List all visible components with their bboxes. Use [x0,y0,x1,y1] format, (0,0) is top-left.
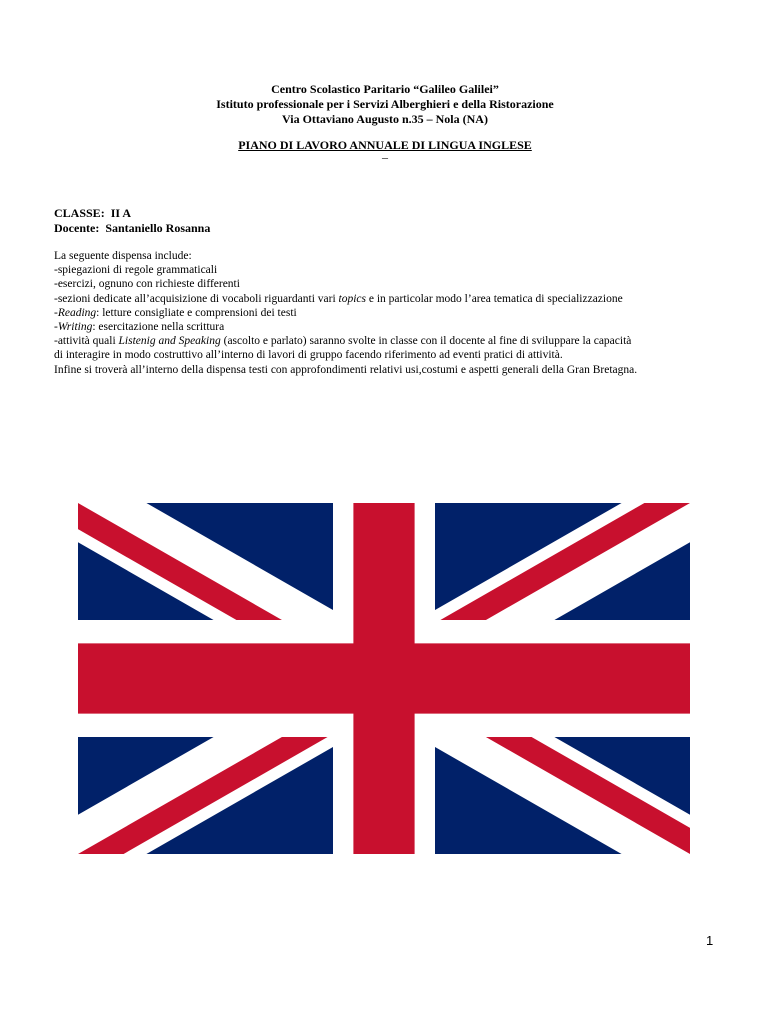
title-dash: – [382,150,388,164]
union-jack-flag [78,503,690,854]
closing-line: Infine si troverà all’interno della dispensa testi con approfondimenti relativi usi,costumi e aspetti generali della Gran Bretagna. [54,363,638,376]
item-text: : letture consigliate e comprensioni dei testi [96,306,297,319]
school-name: Centro Scolastico Paritario “Galileo Galilei” [271,82,499,96]
item-text: -sezioni dedicate all’acquisizione di vocaboli riguardanti vari [54,292,339,305]
classe-value: II A [110,206,132,220]
institute-name: Istituto professionale per i Servizi Alberghieri e della Ristorazione [216,97,554,111]
school-address: Via Ottaviano Augusto n.35 – Nola (NA) [282,112,488,126]
item-emphasis: -Reading [54,306,97,319]
list-item [54,292,724,306]
list-item-continuation: di interagire in modo costruttivo all’interno di lavori di gruppo facendo riferimento ad eventi pratici di attività. [54,349,563,362]
item-text: : esercitazione nella scrittura [92,321,225,334]
docente-value: Santaniello Rosanna [105,221,211,235]
item-emphasis: topics [338,292,366,305]
item-text: e in particolar modo l’area tematica di specializzazione [366,292,623,305]
item-text: (ascolto e parlato) saranno svolte in classe con il docente al fine di sviluppare la capacità [220,335,632,348]
class-info [54,206,210,236]
plan-title: PIANO DI LAVORO ANNUALE DI LINGUA INGLESE [238,138,532,152]
intro-line: La seguente dispensa include: [54,250,192,262]
list-item [54,306,724,320]
item-emphasis: Listenig and Speaking [118,335,221,348]
page-number: 1 [706,933,714,948]
docente-label: Docente: [54,221,100,235]
classe-line [54,206,210,221]
item-text: -attività quali [54,335,119,348]
document-header [0,82,770,127]
list-item: -spiegazioni di regole grammaticali [54,264,218,277]
docente-line [54,221,210,236]
classe-label: CLASSE: [54,206,105,220]
list-item: -esercizi, ognuno con richieste differenti [54,278,240,291]
list-item [54,334,724,348]
document-body [54,249,724,377]
item-emphasis: -Writing [54,321,93,334]
list-item [54,320,724,334]
